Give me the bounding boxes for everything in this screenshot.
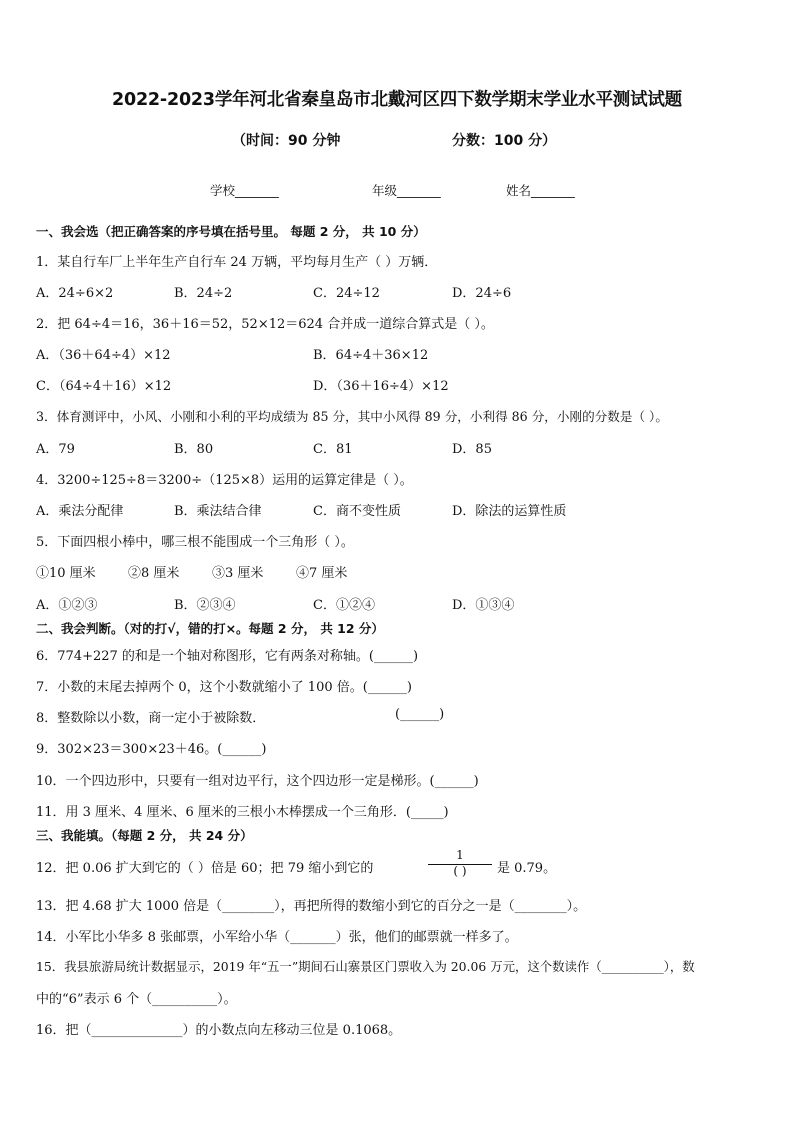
question-15: 15．我县旅游局统计数据显示，2019 年“五一”期间石山寨景区门票收入为 20.06 万元，这个数读作（__________），数 <box>36 959 695 974</box>
q2-option-d[interactable]: D．（36＋16÷4）×12 <box>313 379 449 394</box>
name-field[interactable]: 姓名_______ <box>506 183 575 198</box>
q12-fraction <box>426 848 494 878</box>
q4-option-d[interactable]: D．除法的运算性质 <box>452 504 567 519</box>
exam-time: （时间：90 分钟 <box>232 133 341 149</box>
question-11: 11．用 3 厘米、4 厘米、6 厘米的三根小木棒摆成一个三角形．(_____) <box>36 805 449 820</box>
question-7: 7．小数的末尾去掉两个 0，这个小数就缩小了 100 倍。(______) <box>36 680 412 695</box>
question-16: 16．把（______________）的小数点向左移动三位是 0.1068。 <box>36 1023 402 1038</box>
question-4: 4．3200÷125÷8＝3200÷（125×8）运用的运算定律是（ ）。 <box>36 473 413 488</box>
section2-heading: 二、我会判断。（对的打√，错的打×。每题 2 分， 共 12 分） <box>36 621 384 636</box>
exam-score: 分数：100 分） <box>452 133 557 149</box>
section1-heading: 一、我会选（把正确答案的序号填在括号里。 每题 2 分， 共 10 分） <box>36 224 426 239</box>
q5-option-b[interactable]: B．②③④ <box>174 598 236 613</box>
question-12: 12．把 0.06 扩大到它的（ ）倍是 60；把 79 缩小到它的 <box>36 861 374 876</box>
stick-4: ④7 厘米 <box>296 566 348 581</box>
question-15-cont: 中的“6”表示 6 个（__________）。 <box>36 992 237 1007</box>
q5-option-d[interactable]: D．①③④ <box>452 598 515 613</box>
q3-option-b[interactable]: B．80 <box>174 442 214 457</box>
stick-1: ①10 厘米 <box>36 566 96 581</box>
school-field[interactable]: 学校_______ <box>210 183 279 198</box>
stick-2: ②8 厘米 <box>128 566 180 581</box>
question-5: 5．下面四根小棒中，哪三根不能围成一个三角形（ ）。 <box>36 535 354 550</box>
page-title: 2022-2023学年河北省秦皇岛市北戴河区四下数学期末学业水平测试试题 <box>112 90 682 110</box>
q1-option-c[interactable]: C．24÷12 <box>313 286 380 301</box>
question-8: 8．整数除以小数，商一定小于被除数． <box>36 711 266 726</box>
q1-option-b[interactable]: B．24÷2 <box>174 286 233 301</box>
q4-option-c[interactable]: C．商不变性质 <box>313 504 401 519</box>
q1-option-d[interactable]: D．24÷6 <box>452 286 512 301</box>
question-9: 9．302×23＝300×23＋46。(______) <box>36 742 267 757</box>
fraction-numerator: 1 <box>456 848 464 862</box>
section3-heading: 三、我能填。（每题 2 分， 共 24 分） <box>36 828 253 843</box>
q4-option-b[interactable]: B．乘法结合律 <box>174 504 262 519</box>
question-2: 2．把 64÷4＝16，36＋16＝52，52×12＝624 合并成一道综合算式是（ ）。 <box>36 317 494 332</box>
grade-field[interactable]: 年级_______ <box>372 183 441 198</box>
q4-option-a[interactable]: A．乘法分配律 <box>36 504 124 519</box>
question-1: 1．某自行车厂上半年生产自行车 24 万辆，平均每月生产（ ）万辆． <box>36 255 438 270</box>
q2-option-a[interactable]: A．（36＋64÷4）×12 <box>36 348 171 363</box>
question-6: 6．774+227 的和是一个轴对称图形，它有两条对称轴。(______) <box>36 649 419 664</box>
question-10: 10．一个四边形中，只要有一组对边平行，这个四边形一定是梯形。(______) <box>36 774 479 789</box>
question-3: 3．体育测评中，小风、小刚和小利的平均成绩为 85 分，其中小风得 89 分，小利得 86 分，小刚的分数是（ ）。 <box>36 409 668 424</box>
q8-answer-blank[interactable]: (______) <box>395 707 445 722</box>
q5-option-a[interactable]: A．①②③ <box>36 598 98 613</box>
question-12-tail: 是 0.79。 <box>497 861 557 876</box>
q2-option-b[interactable]: B．64÷4＋36×12 <box>313 348 429 363</box>
q5-option-c[interactable]: C．①②④ <box>313 598 375 613</box>
q2-option-c[interactable]: C．（64÷4＋16）×12 <box>36 379 172 394</box>
q1-option-a[interactable]: A．24÷6×2 <box>36 286 114 301</box>
stick-3: ③3 厘米 <box>212 566 264 581</box>
question-13: 13．把 4.68 扩大 1000 倍是（________），再把所得的数缩小到它的百分之一是（________）。 <box>36 899 587 914</box>
q3-option-a[interactable]: A．79 <box>36 442 75 457</box>
fraction-denominator-blank[interactable]: ( ) <box>453 864 467 878</box>
q3-option-c[interactable]: C．81 <box>313 442 353 457</box>
question-14: 14．小军比小华多 8 张邮票，小军给小华（_______）张，他们的邮票就一样多了。 <box>36 930 518 945</box>
q3-option-d[interactable]: D．85 <box>452 442 492 457</box>
